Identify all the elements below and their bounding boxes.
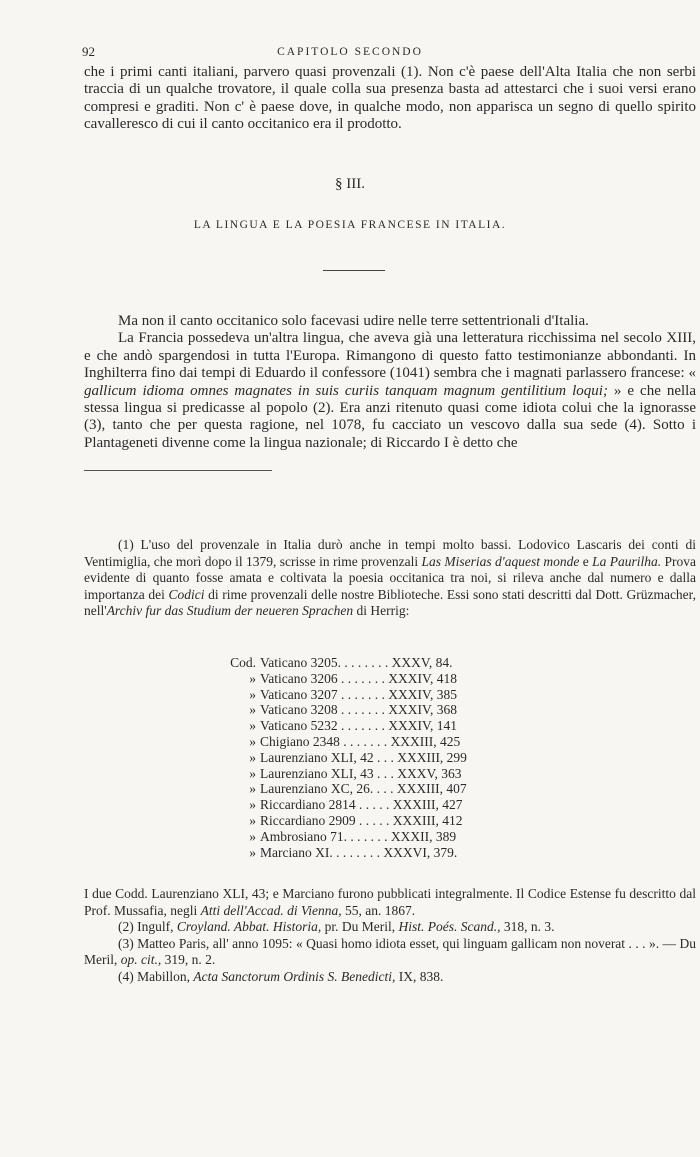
main-text — [84, 313, 696, 452]
note1-part-e: Prova evidente di quanto fosse amata e coltivata la poesia occitanica tra noi, si rileva anche dal numero e dalla importanza dei — [84, 553, 697, 602]
codices-list — [222, 655, 467, 860]
codex-entry: Laurenziano XLI, 43 . . . XXXV, 363 — [260, 765, 462, 781]
note1-part-c: e — [579, 553, 593, 569]
footnote-2 — [84, 919, 696, 936]
paragraph-1: Ma non il canto occitanico solo facevasi udire nelle terre settentrionali d'Italia. — [118, 313, 589, 329]
note2-e: 318, n. 3. — [500, 919, 555, 935]
codex-entry: Vaticano 3208 . . . . . . . XXXIV, 368 — [260, 702, 457, 718]
codex-entry: Vaticano 3206 . . . . . . . XXXIV, 418 — [260, 670, 457, 686]
codex-row — [222, 829, 467, 845]
note4-a: (4) Mabillon, — [118, 968, 194, 984]
note1-end-atti: Atti dell'Accad. di Vienna, — [200, 902, 342, 918]
paragraph-2 — [84, 330, 696, 452]
codex-row — [222, 702, 467, 718]
codex-entry: Laurenziano XC, 26. . . . XXXIII, 407 — [260, 781, 467, 797]
codex-row — [222, 813, 467, 829]
codex-prefix: » — [249, 733, 256, 749]
section-mark: § III. — [335, 176, 365, 192]
codex-prefix: » — [249, 686, 256, 702]
note1-end-a: I due Codd. Laurenziano XLI, 43; e Marciano furono pubblicati integralmente. Il Codice Estense fu descritto dal Prof. Mussafia, negli — [84, 886, 696, 918]
page-number: 92 — [82, 44, 95, 59]
codex-prefix: » — [249, 670, 256, 686]
codex-entry: Chigiano 2348 . . . . . . . XXXIII, 425 — [260, 733, 461, 749]
codex-entry: Marciano XI. . . . . . . . XXXVI, 379. — [260, 844, 458, 860]
note4-c: IX, 838. — [395, 968, 444, 984]
footnote-divider — [84, 470, 272, 471]
footnote-1-text — [84, 537, 696, 620]
codex-entry: Ambrosiano 71. . . . . . . XXXII, 389 — [260, 828, 457, 844]
note2-a: (2) Ingulf, — [118, 919, 177, 935]
running-head — [0, 44, 700, 64]
footnotes-continued — [84, 886, 696, 986]
note2-b: Croyland. Abbat. Historia, — [176, 919, 322, 935]
codex-row — [222, 766, 467, 782]
codex-prefix: » — [249, 812, 256, 828]
codex-prefix: » — [249, 797, 256, 813]
section-divider — [323, 270, 385, 271]
intro-text: che i primi canti italiani, parvero quasi provenzali (1). Non c'è paese dell'Alta Italia che non serbi traccia di un qualche trovatore, il quale colla sua presenza basta ad attestarci che i suoi versi erano compresi e graditi. Non c' è paese dove, in qualche modo, non apparisca un segno di quello spirito cavalleresco di cui il canto occitanico era il prodotto. — [84, 64, 696, 133]
codex-row — [222, 734, 467, 750]
footnote-1-end — [84, 886, 696, 919]
codex-entry: Vaticano 5232 . . . . . . . XXXIV, 141 — [260, 718, 457, 734]
codex-row — [222, 845, 467, 861]
codex-row — [222, 671, 467, 687]
paragraph-2-part-b: » e che nella stessa lingua si predicasse al popolo (2). Era anzi ritenuto quasi come idiota colui che la ignorasse (3), tanto che per questa ragione, nel 1078, fu cacciato un vescovo dalla sua sede (4). Sotto i Plantageneti divenne come la lingua nazionale; di Riccardo I è detto che — [84, 382, 696, 451]
codex-prefix: » — [249, 749, 256, 765]
codex-row — [222, 655, 467, 671]
codex-row — [222, 781, 467, 797]
codex-entry: Riccardiano 2814 . . . . . XXXIII, 427 — [260, 797, 463, 813]
note2-c: pr. Du Meril, — [321, 919, 399, 935]
codex-entry: Laurenziano XLI, 42 . . . XXXIII, 299 — [260, 749, 467, 765]
codex-row — [222, 797, 467, 813]
codex-row — [222, 718, 467, 734]
codex-row — [222, 687, 467, 703]
note1-end-c: 55, an. 1867. — [341, 902, 416, 918]
latin-quote: gallicum idioma omnes magnates in suis curiis tanquam magnum gentilitium loqui; — [84, 382, 608, 399]
codex-prefix: » — [249, 702, 256, 718]
note1-title-paurilha: La Paurilha. — [592, 553, 662, 569]
codex-entry: Vaticano 3205. . . . . . . . XXXV, 84. — [260, 655, 453, 670]
intro-paragraph — [84, 64, 696, 134]
codex-prefix: Cod. — [230, 655, 256, 670]
codex-entry: Riccardiano 2909 . . . . . XXXIII, 412 — [260, 812, 463, 828]
codex-row — [222, 750, 467, 766]
note3-c: 319, n. 2. — [161, 952, 216, 968]
note4-b: Acta Sanctorum Ordinis S. Benedicti, — [193, 968, 396, 984]
note2-d: Hist. Poés. Scand., — [398, 919, 501, 935]
codex-prefix: » — [249, 828, 256, 844]
note1-part-a: (1) L'uso del provenzale in Italia durò anche in tempi molto bassi. Lodovico Lascaris dei conti di Ventimiglia, che morì dopo il 1379, scrisse in rime provenzali — [84, 537, 696, 569]
paragraph-2-part-a: La Francia possedeva un'altra lingua, che aveva già una letteratura ricchissima nel secolo XIII, e che andò spargendosi in tutta l'Europa. Rimangono di questo fatto testimonianze abbondanti. In Inghilterra fino dai tempi di Eduardo il confessore (1041) sembra che i magnati parlassero francese: « — [84, 330, 696, 382]
note1-archiv: Archiv fur das Studium der neueren Sprachen — [106, 603, 354, 619]
codex-prefix: » — [249, 844, 256, 860]
codex-entry: Vaticano 3207 . . . . . . . XXXIV, 385 — [260, 686, 457, 702]
note3-b: op. cit., — [120, 952, 162, 968]
running-title: CAPITOLO SECONDO — [277, 46, 423, 58]
footnote-3 — [84, 936, 696, 969]
codex-prefix: » — [249, 781, 256, 797]
section-heading: LA LINGUA E LA POESIA FRANCESE IN ITALIA. — [193, 219, 507, 231]
codex-prefix: » — [249, 765, 256, 781]
note1-codici: Codici — [168, 586, 205, 602]
note1-title-miserias: Las Miserias d'aquest monde — [421, 553, 580, 569]
codex-prefix: » — [249, 718, 256, 734]
note1-part-i: di Herrig: — [353, 603, 410, 619]
note3-a: (3) Matteo Paris, all' anno 1095: « Quasi homo idiota esset, qui linguam gallicam non noverat . . . ». — Du Meril, — [84, 935, 696, 968]
footnote-4 — [84, 969, 696, 986]
note1-part-g: di rime provenzali delle nostre Biblioteche. Essi sono stati descritti dal Dott. Grüzmacher, nell' — [84, 586, 697, 619]
footnote-1 — [84, 537, 696, 620]
